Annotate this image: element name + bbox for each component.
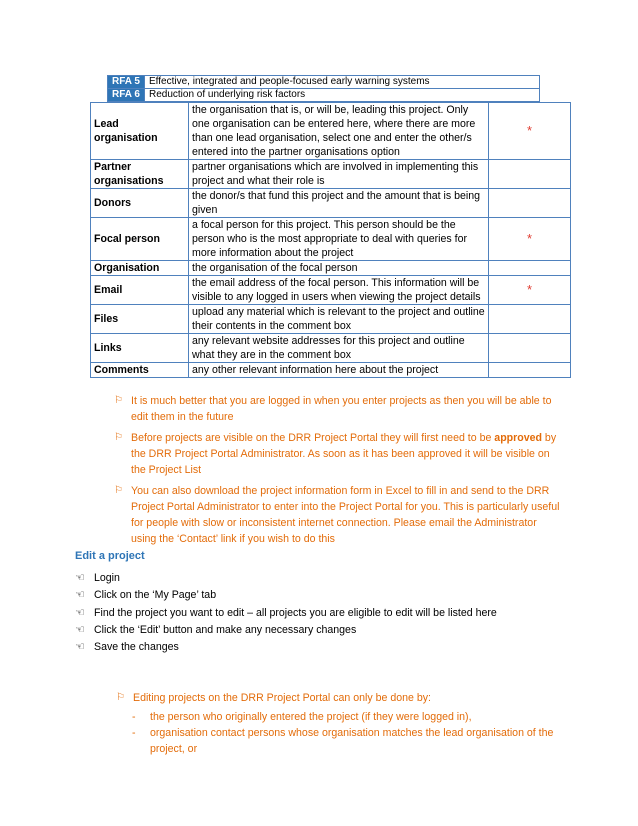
sub-item-text: organisation contact persons whose organisation matches the lead organisation of the project, or bbox=[150, 727, 554, 755]
table-row bbox=[91, 305, 571, 334]
rfa-table bbox=[107, 75, 540, 102]
list-item bbox=[116, 725, 566, 757]
step-text: Save the changes bbox=[94, 641, 179, 654]
step-text: Click the ‘Edit’ button and make any necessary changes bbox=[94, 623, 357, 636]
table-row bbox=[91, 276, 571, 305]
note-item bbox=[114, 430, 564, 478]
field-description: any relevant website addresses for this project and outline what they are in the comment box bbox=[189, 334, 489, 363]
required-marker bbox=[489, 261, 571, 276]
step-text: Find the project you want to edit – all projects you are eligible to edit will be listed here bbox=[94, 606, 497, 619]
list-item bbox=[116, 709, 566, 725]
required-marker bbox=[489, 305, 571, 334]
field-label: Focal person bbox=[91, 218, 189, 261]
field-label: Email bbox=[91, 276, 189, 305]
field-description: a focal person for this project. This person should be the person who is the most appropriate to deal with queries for more information about the project bbox=[189, 218, 489, 261]
field-description: the organisation of the focal person bbox=[189, 261, 489, 276]
note-item bbox=[114, 393, 564, 425]
list-item bbox=[75, 570, 497, 587]
field-label: Donors bbox=[91, 189, 189, 218]
pointing-hand-icon: ☜ bbox=[75, 623, 85, 636]
field-label: Organisation bbox=[91, 261, 189, 276]
note-text: Editing projects on the DRR Project Portal can only be done by: bbox=[133, 692, 431, 704]
note-text: by the DRR Project Portal Administrator. As soon as it has been approved it will be visible on the Project List bbox=[131, 432, 557, 476]
required-marker: * bbox=[489, 276, 571, 305]
step-text: Click on the ‘My Page’ tab bbox=[94, 589, 217, 602]
flag-icon: ⚐ bbox=[114, 432, 123, 443]
rfa-code: RFA 5 bbox=[108, 76, 145, 89]
required-marker bbox=[489, 334, 571, 363]
pointing-hand-icon: ☜ bbox=[75, 606, 85, 619]
sub-item-text: the person who originally entered the project (if they were logged in), bbox=[150, 711, 472, 723]
steps-list bbox=[75, 570, 497, 656]
note-emphasis: approved bbox=[494, 432, 542, 444]
required-marker bbox=[489, 189, 571, 218]
flag-icon: ⚐ bbox=[114, 485, 123, 496]
required-marker: * bbox=[489, 218, 571, 261]
flag-icon: ⚐ bbox=[114, 395, 123, 406]
table-row bbox=[91, 261, 571, 276]
table-row bbox=[108, 76, 540, 89]
table-row bbox=[91, 160, 571, 189]
field-description: the organisation that is, or will be, leading this project. Only one organisation can be entered here, where there are more than one lead organisation, select one and enter the other/s entered into the partner organisations option bbox=[189, 103, 489, 160]
field-description: any other relevant information here about the project bbox=[189, 363, 489, 378]
list-item bbox=[75, 587, 497, 604]
field-description: upload any material which is relevant to the project and outline their contents in the comment box bbox=[189, 305, 489, 334]
table-row bbox=[91, 363, 571, 378]
step-text: Login bbox=[94, 572, 120, 584]
note-text: Before projects are visible on the DRR Project Portal they will first need to be bbox=[131, 432, 495, 444]
field-description: the donor/s that fund this project and the amount that is being given bbox=[189, 189, 489, 218]
required-marker: * bbox=[489, 103, 571, 160]
dash-bullet: - bbox=[132, 711, 136, 723]
field-label: Comments bbox=[91, 363, 189, 378]
pointing-hand-icon: ☜ bbox=[75, 589, 85, 602]
edit-note-block bbox=[116, 690, 566, 757]
required-marker bbox=[489, 363, 571, 378]
note-item bbox=[116, 690, 566, 706]
list-item bbox=[75, 605, 497, 622]
field-label: Links bbox=[91, 334, 189, 363]
table-row bbox=[91, 218, 571, 261]
field-label: Partner organisations bbox=[91, 160, 189, 189]
rfa-text: Reduction of underlying risk factors bbox=[145, 89, 540, 102]
table-row bbox=[91, 334, 571, 363]
required-marker bbox=[489, 160, 571, 189]
fields-table bbox=[90, 102, 571, 378]
section-heading: Edit a project bbox=[75, 550, 145, 562]
table-row bbox=[91, 103, 571, 160]
pointing-hand-icon: ☜ bbox=[75, 641, 85, 654]
flag-icon: ⚐ bbox=[116, 692, 125, 703]
field-description: the email address of the focal person. This information will be visible to any logged in users when viewing the project details bbox=[189, 276, 489, 305]
table-row bbox=[91, 189, 571, 218]
dash-bullet: - bbox=[132, 727, 136, 739]
table-row bbox=[108, 89, 540, 102]
field-label: Lead organisation bbox=[91, 103, 189, 160]
rfa-code: RFA 6 bbox=[108, 89, 145, 102]
note-text: It is much better that you are logged in when you enter projects as then you will be able to edit them in the future bbox=[131, 395, 552, 423]
notes-list bbox=[114, 393, 564, 552]
list-item bbox=[75, 622, 497, 639]
field-label: Files bbox=[91, 305, 189, 334]
rfa-text: Effective, integrated and people-focused early warning systems bbox=[145, 76, 540, 89]
list-item bbox=[75, 639, 497, 656]
field-description: partner organisations which are involved in implementing this project and what their role is bbox=[189, 160, 489, 189]
pointing-hand-icon: ☜ bbox=[75, 572, 85, 584]
note-text: You can also download the project information form in Excel to fill in and send to the DRR Project Portal Administrator to enter into the Project Portal for you. This is particularly useful for people with slow or inconsistent internet connection. Please email the Administrator using the ‘Contact’ link if you wish to do this bbox=[131, 485, 560, 545]
note-item bbox=[114, 483, 564, 547]
